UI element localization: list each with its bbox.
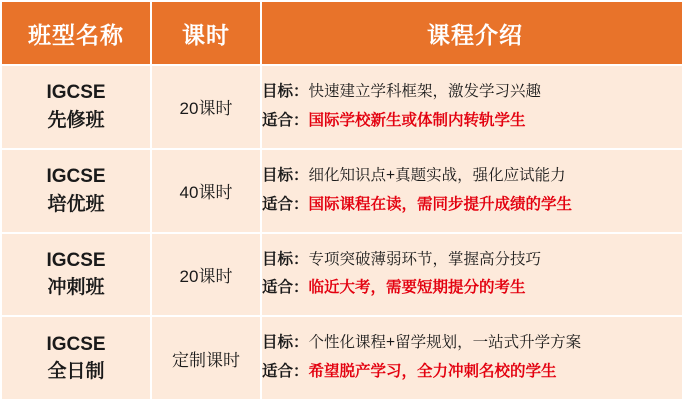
column-header-description: 课程介绍 — [261, 1, 682, 65]
description-fit-line — [262, 107, 682, 136]
cell-hours: 定制课时 — [151, 316, 261, 400]
fit-text: 国际课程在读，需同步提升成绩的学生 — [308, 195, 573, 213]
table-body — [1, 65, 682, 400]
description-goal-line — [262, 162, 682, 191]
table-header — [1, 1, 682, 65]
cell-hours: 20课时 — [151, 233, 261, 317]
fit-text: 临近大考，需要短期提分的考生 — [308, 279, 526, 297]
goal-text: 个性化课程+留学规划，一站式升学方案 — [308, 334, 582, 352]
column-header-class-name: 班型名称 — [1, 1, 151, 65]
class-name-line-2: 培优班 — [47, 193, 105, 215]
class-name-line-2: 全日制 — [47, 361, 105, 383]
cell-description — [261, 149, 682, 233]
fit-text: 国际学校新生或体制内转轨学生 — [308, 111, 526, 129]
table-row — [1, 316, 682, 400]
class-name-line-1: IGCSE — [46, 166, 106, 188]
cell-class-name — [1, 65, 151, 149]
cell-description — [261, 65, 682, 149]
goal-label: 目标： — [262, 334, 309, 352]
cell-class-name — [1, 233, 151, 317]
fit-label: 适合： — [262, 279, 309, 297]
table-row — [1, 149, 682, 233]
description-fit-line — [262, 191, 682, 220]
table-row — [1, 233, 682, 317]
cell-hours: 40课时 — [151, 149, 261, 233]
goal-text: 快速建立学科框架，激发学习兴趣 — [308, 83, 542, 101]
goal-label: 目标： — [262, 83, 309, 101]
class-name-line-2: 冲刺班 — [47, 277, 105, 299]
table-row — [1, 65, 682, 149]
description-goal-line — [262, 246, 682, 275]
goal-text: 专项突破薄弱环节，掌握高分技巧 — [308, 250, 542, 268]
class-name-line-2: 先修班 — [47, 109, 105, 131]
cell-description — [261, 233, 682, 317]
class-name-line-1: IGCSE — [46, 333, 106, 355]
cell-description — [261, 316, 682, 400]
cell-class-name — [1, 149, 151, 233]
fit-label: 适合： — [262, 363, 309, 381]
description-fit-line — [262, 274, 682, 303]
cell-hours: 20课时 — [151, 65, 261, 149]
description-goal-line — [262, 78, 682, 107]
fit-label: 适合： — [262, 111, 309, 129]
fit-label: 适合： — [262, 195, 309, 213]
class-name-line-1: IGCSE — [46, 82, 106, 104]
fit-text: 希望脱产学习，全力冲刺名校的学生 — [308, 363, 557, 381]
description-goal-line — [262, 329, 682, 358]
column-header-hours: 课时 — [151, 1, 261, 65]
cell-class-name — [1, 316, 151, 400]
description-fit-line — [262, 358, 682, 387]
class-name-line-1: IGCSE — [46, 249, 106, 271]
table-header-row — [1, 1, 682, 65]
goal-text: 细化知识点+真题实战，强化应试能力 — [308, 166, 566, 184]
goal-label: 目标： — [262, 250, 309, 268]
goal-label: 目标： — [262, 166, 309, 184]
